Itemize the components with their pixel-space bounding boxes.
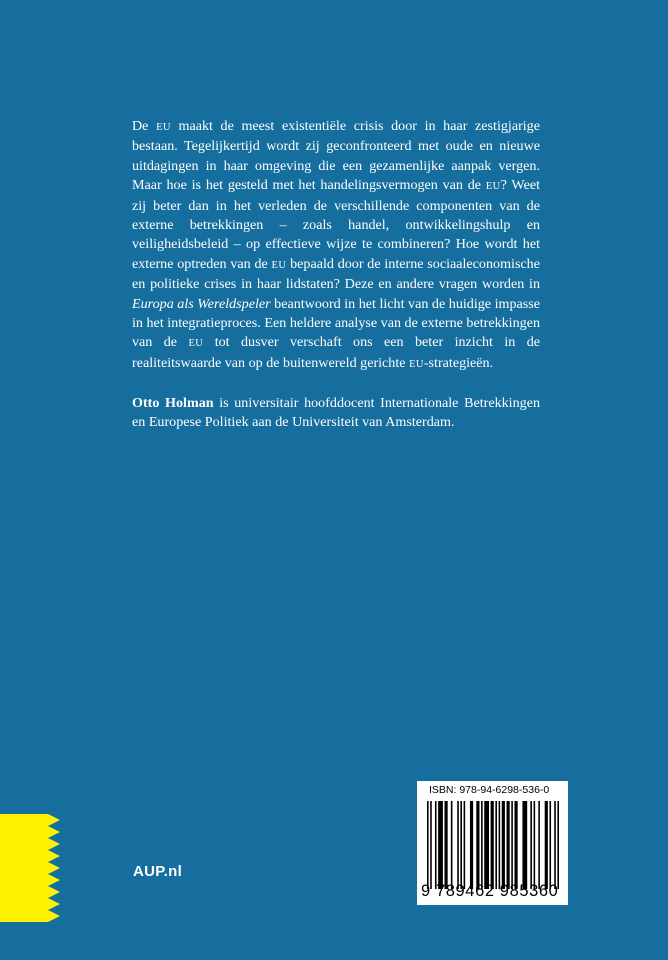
barcode-bar (554, 801, 556, 889)
isbn-number: ISBN: 978-94-6298-536-0 (429, 784, 550, 796)
book-title: Europa als Wereldspeler (132, 295, 271, 312)
barcode-bar (484, 801, 489, 889)
blurb-segment: maakt de meest existentiële crisis door in haar zestigjarige bestaan. Tegelijkertijd wordt zij geconfronteerd met oude en nieuwe uitdagingen in haar omgeving die een gezamenlijke aanpak vergen. Maar hoe is het gesteld met het handelingsvermogen van de (132, 118, 540, 194)
barcode-bar (438, 801, 443, 889)
barcode-bar (557, 801, 559, 889)
barcode-bar (430, 801, 432, 889)
barcode-bar (495, 801, 497, 889)
blurb-segment: De (132, 118, 157, 134)
barcode-bar (530, 801, 532, 889)
barcode-bar (499, 801, 501, 889)
barcode-bar (534, 801, 536, 889)
blurb-segment: beantwoord in het licht van de huidige impasse in het integratieproces. Een heldere analyse van de externe betrekkingen van de (132, 295, 540, 351)
eu-abbreviation: EU (156, 122, 171, 133)
author-name: Otto Holman (132, 394, 214, 411)
barcode-bar (522, 801, 527, 889)
barcode-bar (511, 801, 513, 889)
blurb-segment: bepaald door de interne sociaaleconomische en politieke crises in haar lidstaten? Deze en andere vragen worden in (132, 255, 540, 293)
eu-abbreviation: EU (271, 259, 287, 271)
barcode-bar (491, 801, 494, 889)
author-bio-text: is universitair hoofddocent Internationale Betrekkingen en Europese Politiek aan de Universiteit van Amsterdam. (132, 394, 540, 431)
eu-abbreviation: EU (485, 181, 501, 193)
barcode-bar (460, 801, 462, 889)
barcode-bars (427, 801, 559, 889)
barcode-bar (464, 801, 466, 889)
barcode-bar (545, 801, 548, 889)
blurb-segment: ? Weet zij beter dan in het verleden de verschillende componenten van de externe betrekkingen – zoals handel, ontwikkelingshulp en veiligheidsbeleid – op effectieve wijze te combineren? Hoe wordt het externe optreden van de (132, 177, 541, 272)
barcode-bar (435, 801, 437, 889)
barcode-bar (481, 801, 483, 889)
barcode-digits: 9 789462 985360 (421, 882, 559, 900)
barcode-bar (549, 801, 551, 889)
barcode-bar (538, 801, 540, 889)
barcode-bar (457, 801, 459, 889)
barcode-bar (427, 801, 429, 889)
barcode-bar (476, 801, 479, 889)
eu-abbreviation: EU (188, 338, 204, 350)
barcode-bar (507, 801, 510, 889)
author-bio-paragraph (132, 394, 540, 433)
barcode-bar (470, 801, 473, 889)
barcode-bar (502, 801, 505, 889)
publisher-website: AUP.nl (133, 863, 183, 880)
description-paragraph (132, 117, 540, 374)
blurb-segment: tot dusver verschaft ons een beter inzicht in de realiteitswaarde van op de buitenwereld gerichte (132, 334, 541, 371)
barcode-bar (514, 801, 517, 889)
blurb-text (132, 117, 540, 433)
eu-abbreviation: EU (409, 358, 424, 370)
blurb-segment: -strategieën. (423, 354, 494, 371)
yellow-tab-shape (0, 814, 60, 922)
barcode-bar (444, 801, 447, 889)
barcode-label (417, 781, 568, 905)
barcode-bar (451, 801, 453, 889)
yellow-tab (0, 814, 60, 922)
